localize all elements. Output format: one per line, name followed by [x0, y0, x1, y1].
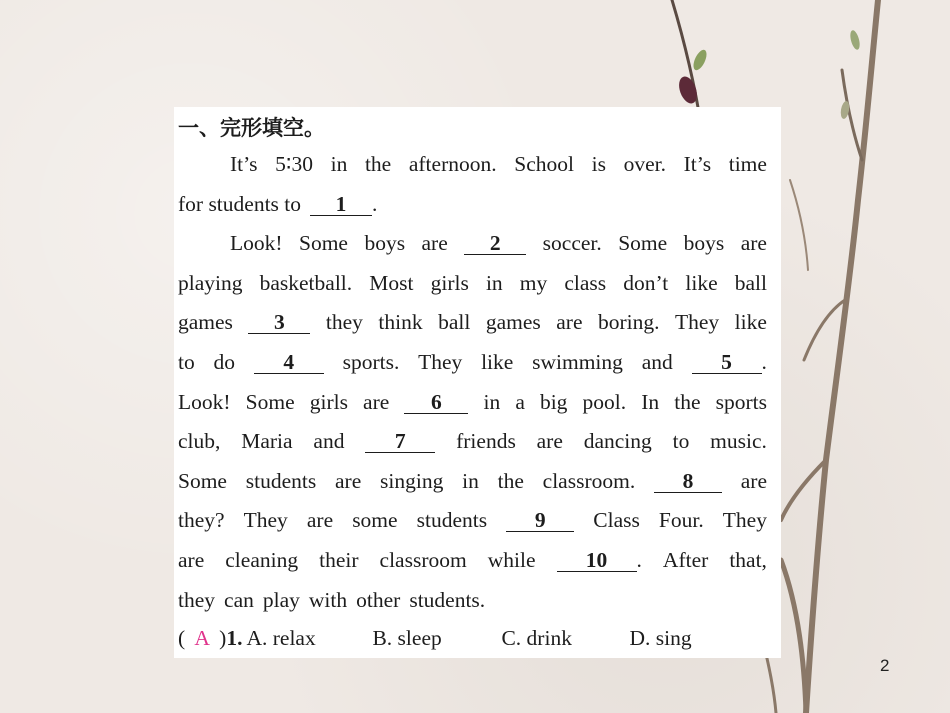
- word: are: [306, 508, 334, 533]
- word: boring.: [598, 310, 660, 335]
- word: It’s: [230, 152, 258, 176]
- open-paren: (: [178, 626, 186, 651]
- passage-line-7: [178, 383, 767, 423]
- word: They: [675, 310, 720, 335]
- word: are: [536, 429, 563, 454]
- word: is: [591, 152, 606, 176]
- text-fragment: .: [636, 547, 642, 572]
- word: Some: [299, 231, 348, 256]
- text-fragment: for students to: [178, 191, 302, 216]
- passage-line-10: [178, 501, 767, 541]
- word: they: [178, 587, 216, 612]
- word: Look!: [178, 389, 231, 414]
- word: soccer.: [542, 231, 602, 256]
- word: to: [672, 429, 690, 454]
- option-d[interactable]: D. sing: [629, 626, 692, 651]
- passage-line-8: [178, 422, 767, 462]
- word: like: [734, 310, 767, 335]
- passage-line-11: [178, 541, 767, 581]
- word: 5∶30: [275, 152, 313, 176]
- word: afternoon.: [408, 152, 497, 176]
- word: that,: [729, 547, 767, 572]
- word: my: [519, 270, 548, 295]
- word: to: [178, 349, 195, 374]
- word: students: [416, 508, 488, 533]
- word: time: [728, 152, 767, 176]
- blank-3[interactable]: 3: [248, 311, 310, 334]
- word: with: [308, 587, 348, 612]
- word: pool.: [582, 389, 627, 414]
- word: Class: [593, 508, 640, 533]
- word: like: [685, 270, 718, 295]
- word: It’s: [683, 152, 712, 176]
- word: girls: [309, 389, 348, 414]
- word: like: [481, 349, 514, 374]
- word: classroom: [379, 547, 467, 572]
- word: they?: [178, 508, 225, 533]
- word: In: [641, 389, 660, 414]
- word: and: [313, 429, 345, 454]
- blank-4[interactable]: 4: [254, 351, 324, 374]
- word: while: [487, 547, 536, 572]
- blank-1[interactable]: 1: [310, 193, 372, 216]
- word: Some: [245, 389, 295, 414]
- passage-line-12: [178, 581, 767, 621]
- word: some: [352, 508, 398, 533]
- word: the: [674, 389, 701, 414]
- word: are: [421, 231, 448, 256]
- page-number: 2: [880, 656, 890, 675]
- word: Look!: [230, 231, 283, 256]
- word: They: [243, 508, 288, 533]
- passage-line-6: [178, 343, 767, 383]
- word: the: [364, 152, 392, 176]
- word: Maria: [241, 429, 293, 454]
- blank-8[interactable]: 8: [654, 470, 722, 493]
- option-a[interactable]: A. relax: [246, 626, 316, 651]
- passage-line-4: [178, 264, 767, 304]
- blank-9[interactable]: 9: [506, 509, 574, 532]
- text-fragment: .: [761, 349, 767, 374]
- word: sports: [715, 389, 767, 414]
- answer-field[interactable]: A: [194, 626, 210, 651]
- word: students: [245, 468, 317, 493]
- word: Most: [369, 270, 414, 295]
- word: are: [178, 547, 205, 572]
- blank-10[interactable]: 10: [557, 549, 637, 572]
- word: swimming: [532, 349, 623, 374]
- word: their: [319, 547, 359, 572]
- word: games: [178, 310, 233, 335]
- word: are: [363, 389, 390, 414]
- close-paren: ): [219, 626, 227, 651]
- exercise-card: [174, 107, 781, 658]
- word: can: [224, 587, 254, 612]
- passage-line-9: [178, 462, 767, 502]
- word: ball: [438, 310, 471, 335]
- word: they: [325, 310, 363, 335]
- word: other: [356, 587, 401, 612]
- word: playing: [178, 270, 243, 295]
- word: in: [483, 389, 501, 414]
- word: are: [740, 468, 767, 493]
- word: in: [485, 270, 503, 295]
- word: and: [641, 349, 673, 374]
- word: in: [462, 468, 479, 493]
- word: over.: [623, 152, 666, 176]
- option-b[interactable]: B. sleep: [372, 626, 442, 651]
- blank-5[interactable]: 5: [692, 351, 762, 374]
- word: ball: [734, 270, 767, 295]
- text-fragment: .: [372, 191, 378, 216]
- word: big: [539, 389, 568, 414]
- word: club,: [178, 429, 221, 454]
- passage-line-1: [178, 145, 767, 185]
- option-c[interactable]: C. drink: [501, 626, 572, 651]
- blank-7[interactable]: 7: [365, 430, 435, 453]
- word: in: [330, 152, 348, 176]
- word: They: [418, 349, 463, 374]
- word: are: [335, 468, 362, 493]
- word: After: [662, 547, 709, 572]
- word: are: [740, 231, 767, 256]
- blank-6[interactable]: 6: [404, 391, 468, 414]
- word: the: [497, 468, 524, 493]
- word: basketball.: [259, 270, 353, 295]
- word: students.: [409, 587, 486, 612]
- word: singing: [380, 468, 444, 493]
- word: a: [515, 389, 525, 414]
- word: games: [485, 310, 541, 335]
- word: Some: [178, 468, 227, 493]
- word: sports.: [342, 349, 400, 374]
- passage-line-2: [178, 185, 767, 225]
- word: play: [262, 587, 300, 612]
- word: are: [556, 310, 583, 335]
- passage-line-5: [178, 303, 767, 343]
- word: They: [722, 508, 767, 533]
- word: don’t: [623, 270, 669, 295]
- blank-2[interactable]: 2: [464, 232, 526, 255]
- word: dancing: [583, 429, 652, 454]
- word: boys: [683, 231, 725, 256]
- word: class: [564, 270, 607, 295]
- question-1: [178, 620, 767, 656]
- word: girls: [430, 270, 469, 295]
- word: think: [378, 310, 423, 335]
- word: friends: [456, 429, 516, 454]
- word: classroom.: [542, 468, 636, 493]
- word: Four.: [658, 508, 704, 533]
- passage-line-3: [178, 224, 767, 264]
- word: do: [213, 349, 236, 374]
- word: cleaning: [225, 547, 299, 572]
- word: Some: [618, 231, 668, 256]
- word: music.: [710, 429, 767, 454]
- question-number: 1.: [226, 626, 243, 651]
- word: School: [514, 152, 574, 176]
- word: boys: [364, 231, 406, 256]
- section-heading: 一、完形填空。: [178, 116, 325, 140]
